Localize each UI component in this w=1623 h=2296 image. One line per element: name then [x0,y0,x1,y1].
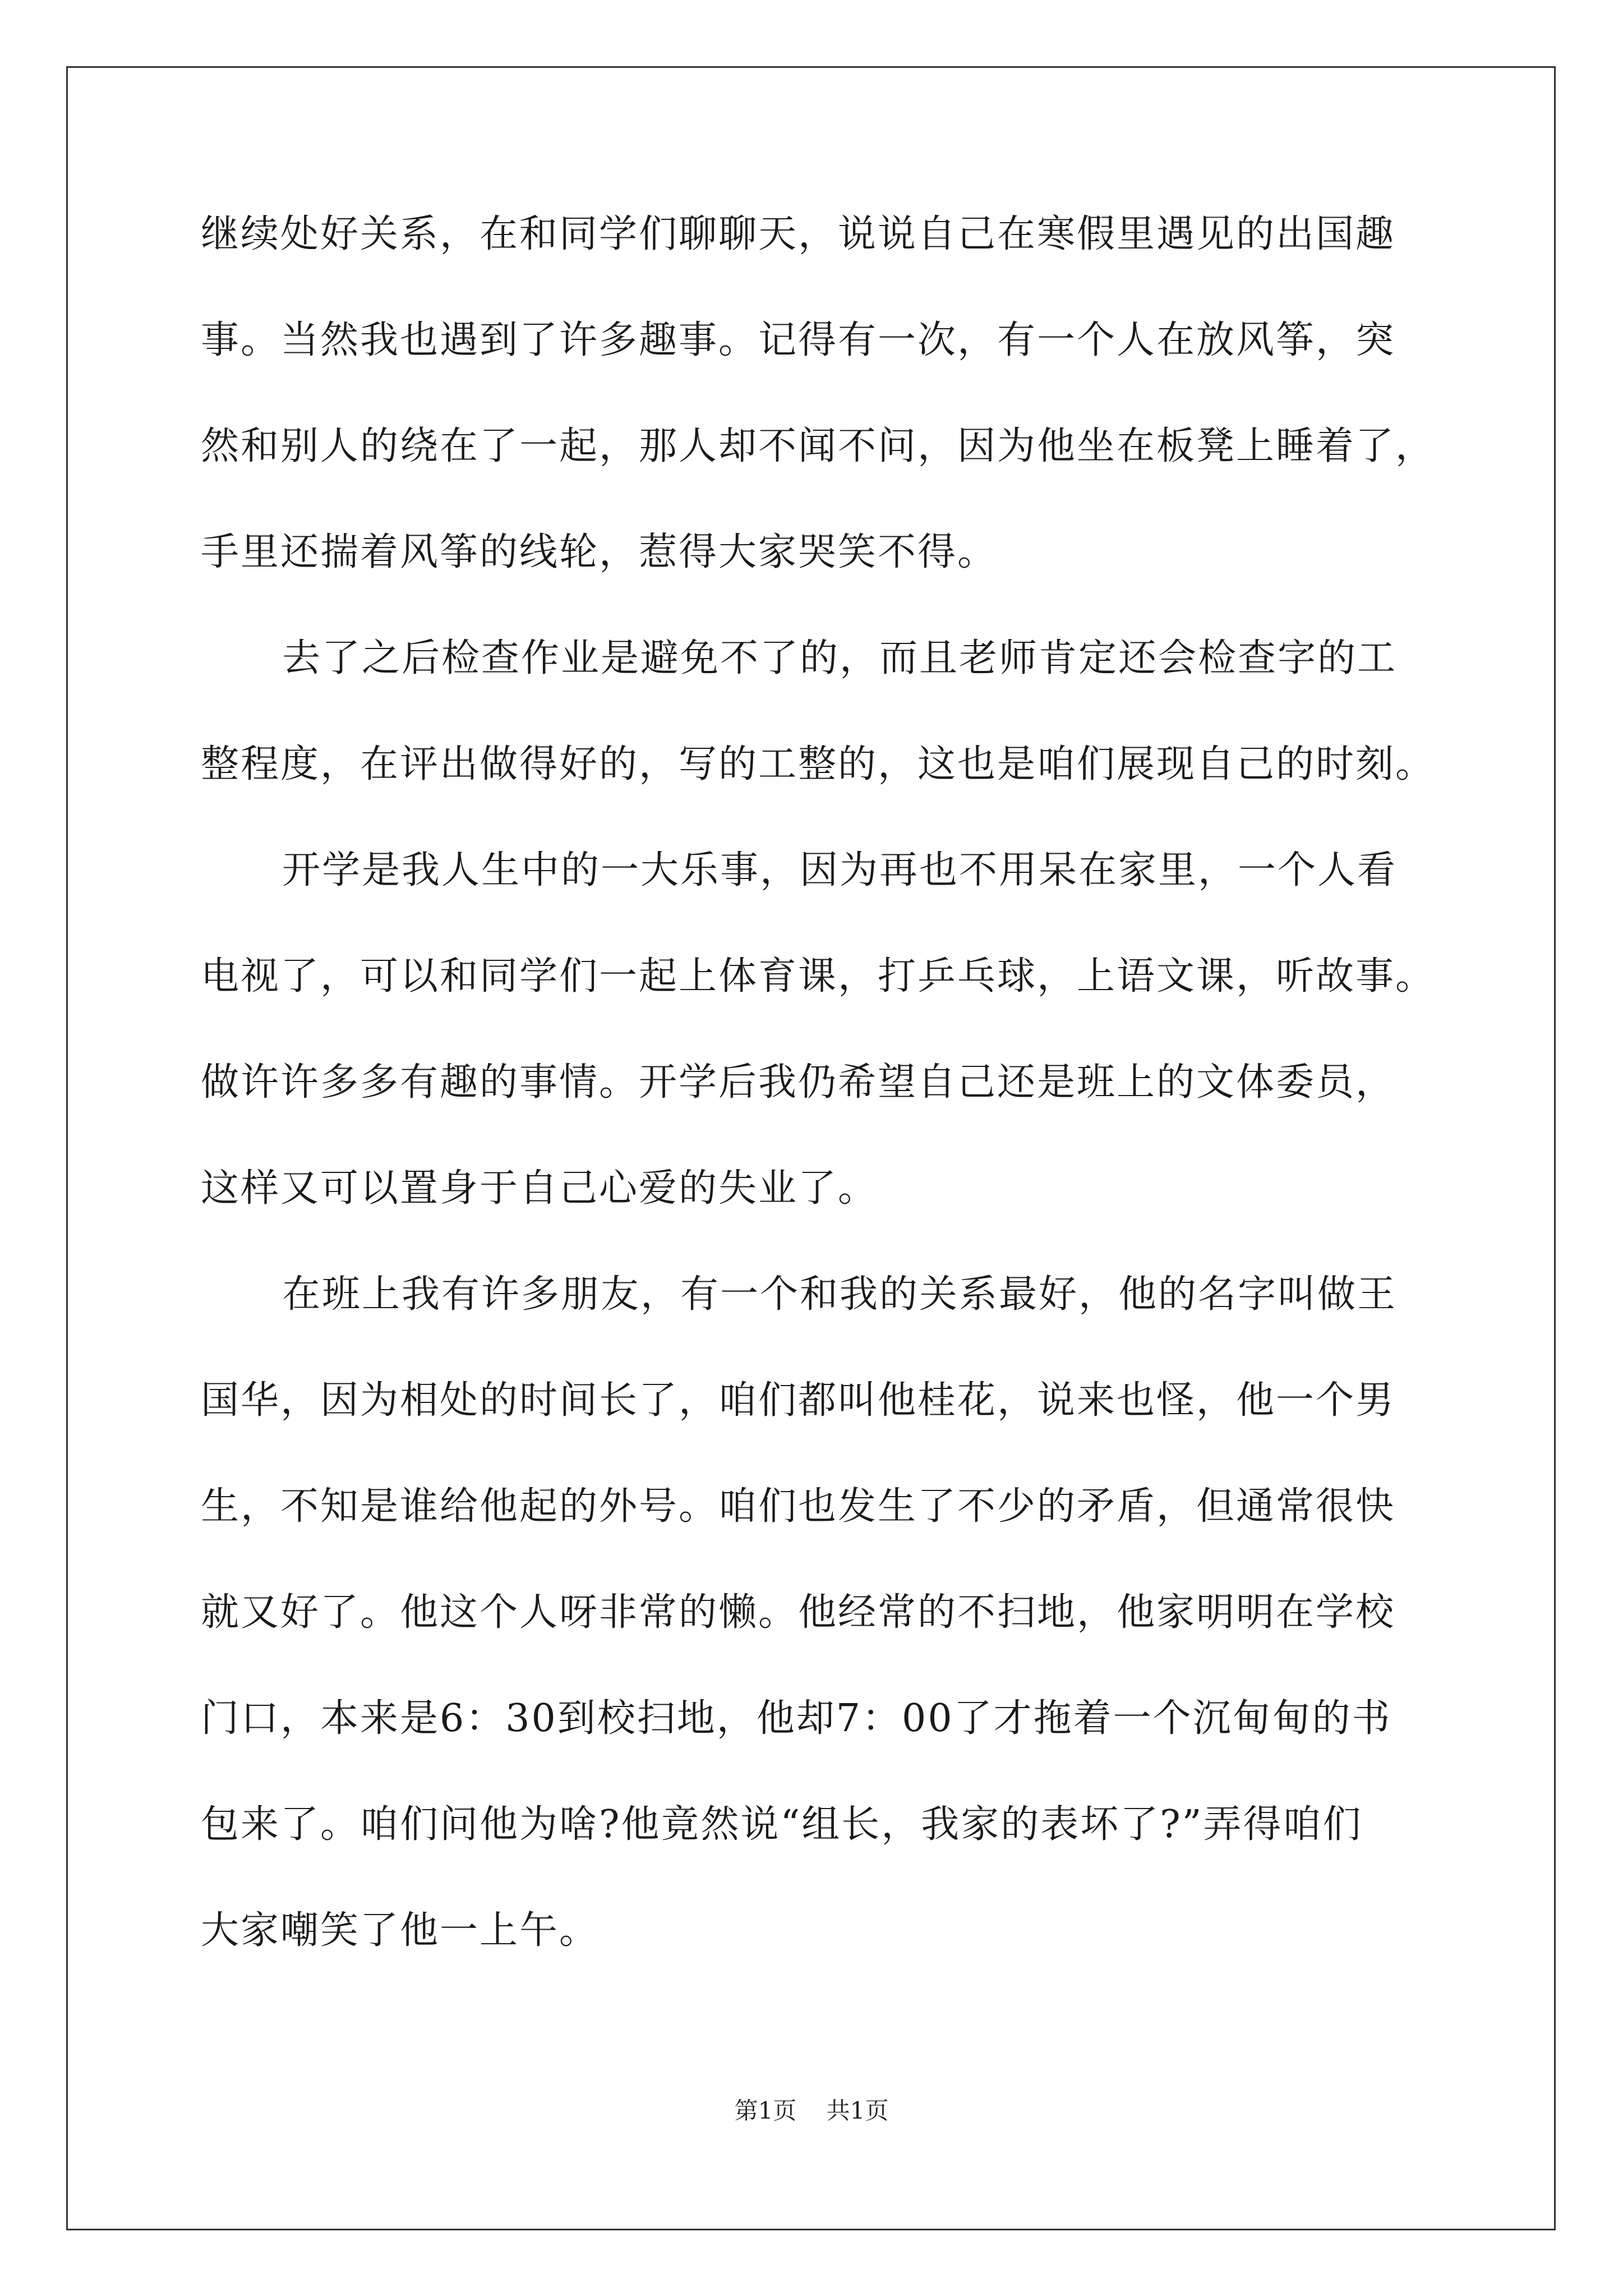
page-footer [0,2097,1623,2125]
text-line: 大家嘲笑了他一上午。 [201,1908,600,1953]
page-total: 共1页 [826,2097,889,2124]
text-line: 门口，本来是6：30到校扫地，他却7：00了才拖着一个沉甸甸的书 [201,1696,1392,1741]
text-line: 继续处好关系，在和同学们聊聊天，说说自己在寒假里遇见的出国趣 [201,212,1396,256]
text-line: 去了之后检查作业是避免不了的，而且老师肯定还会检查字的工 [282,636,1398,680]
text-line: 手里还揣着风筝的线轮，惹得大家哭笑不得。 [201,530,998,574]
text-line: 在班上我有许多朋友，有一个和我的关系最好，他的名字叫做王 [282,1272,1398,1317]
document-body [201,213,1435,2016]
text-line: 就又好了。他这个人呀非常的懒。他经常的不扫地，他家明明在学校 [201,1590,1396,1635]
text-line: 国华，因为相处的时间长了，咱们都叫他桂花，说来也怪，他一个男 [201,1378,1396,1423]
text-line: 这样又可以置身于自己心爱的失业了。 [201,1166,878,1211]
text-line: 开学是我人生中的一大乐事，因为再也不用呆在家里，一个人看 [282,848,1398,892]
text-line: 电视了，可以和同学们一起上体育课，打乒乓球，上语文课，听故事。 [201,954,1436,999]
text-line: 生，不知是谁给他起的外号。咱们也发生了不少的矛盾，但通常很快 [201,1484,1396,1529]
text-line: 整程度，在评出做得好的，写的工整的，这也是咱们展现自己的时刻。 [201,742,1436,786]
text-line: 做许许多多有趣的事情。开学后我仍希望自己还是班上的文体委员， [201,1060,1396,1105]
text-line: 包来了。咱们问他为啥?他竟然说“组长，我家的表坏了?”弄得咱们 [201,1802,1363,1847]
page-number: 第1页 [734,2097,797,2124]
text-line: 然和别人的绕在了一起，那人却不闻不问，因为他坐在板凳上睡着了， [201,424,1436,468]
text-line: 事。当然我也遇到了许多趣事。记得有一次，有一个人在放风筝，突 [201,318,1396,362]
